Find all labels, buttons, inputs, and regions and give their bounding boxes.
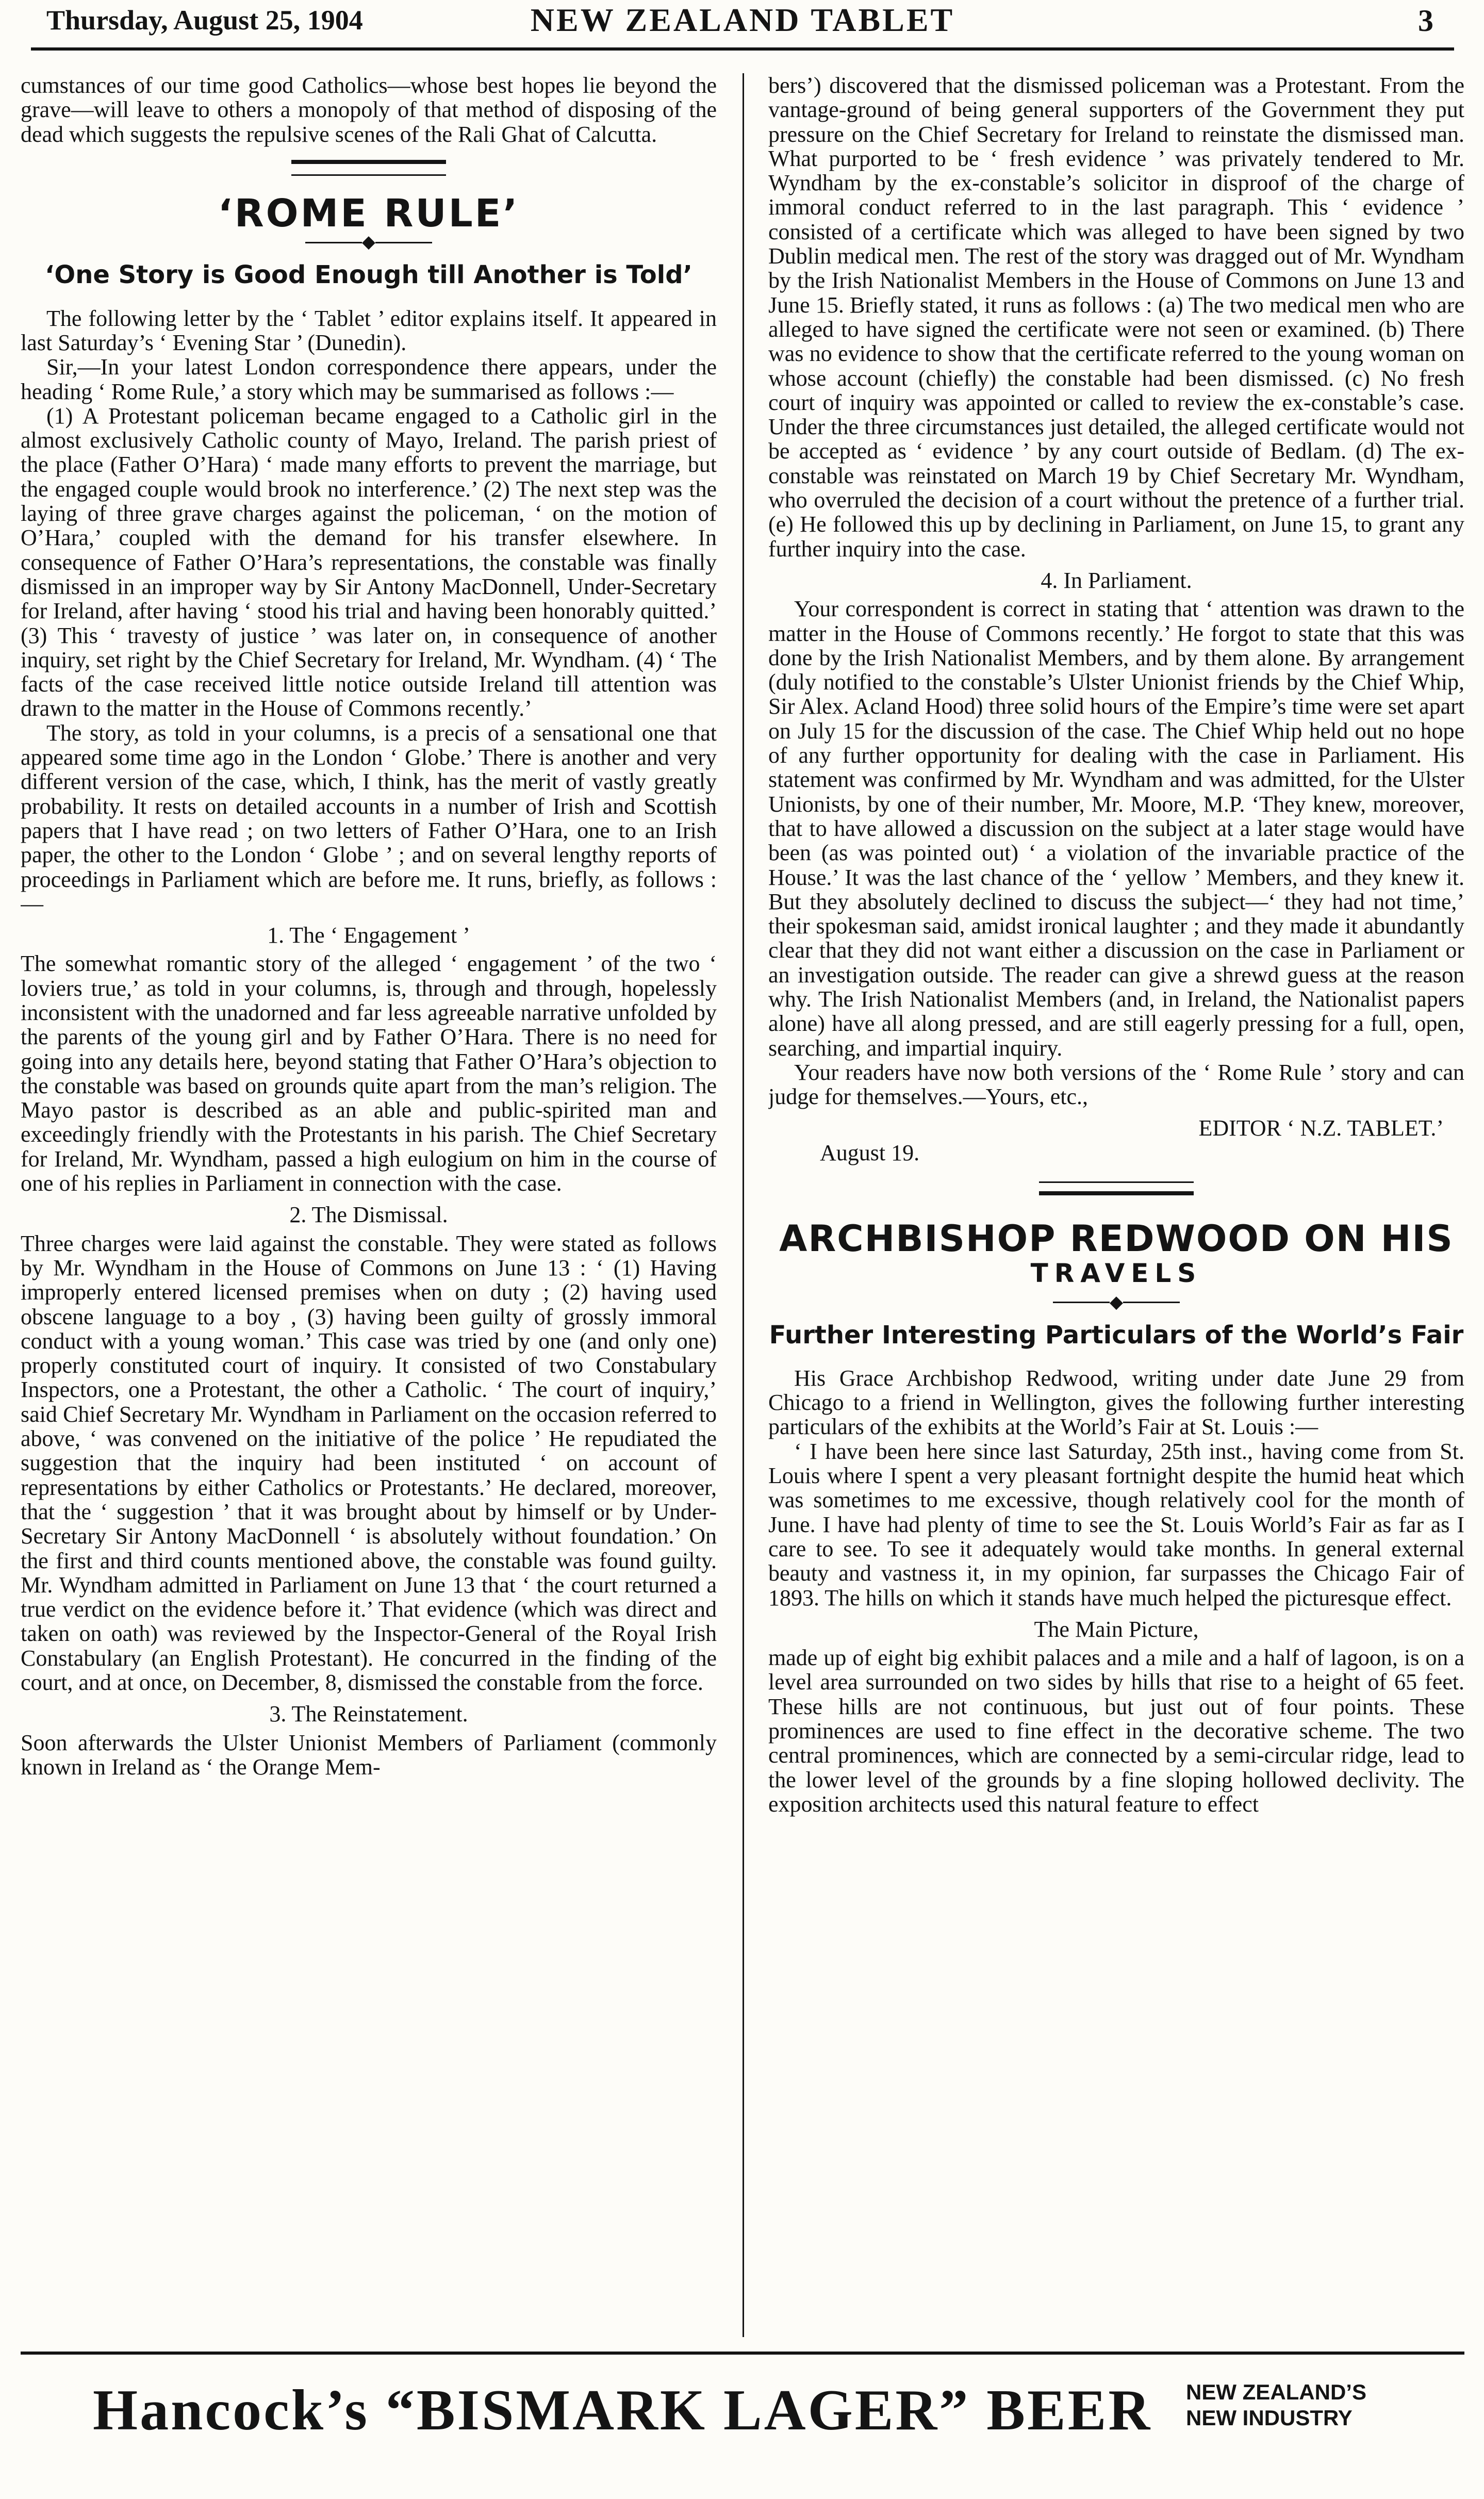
subheading-in-parliament: 4. In Parliament. [1041,567,1192,593]
section-rule [291,160,446,176]
subheading-reinstatement: 3. The Reinstatement. [269,1701,468,1727]
advertisement-tagline [1186,2379,1366,2431]
right-column [768,73,1464,2336]
article-title-travels: TRAVELS [1030,1258,1202,1289]
body-paragraph: Your readers have now both versions of the ‘ Rome Rule ’ story and can judge for themselves.—Yours, etc., [768,1059,1464,1110]
article-title-archbishop: ARCHBISHOP REDWOOD ON HIS [779,1218,1454,1260]
body-paragraph: Three charges were laid against the constable. They were stated as follows by Mr. Wyndham in the House of Commons on June 13 : ‘ (1) Having improperly entered licensed premises when on duty ; (2) having used obscene language to a boy , (3) having been guilty of grossly immoral conduct with a young woman.’ This case was tried by one (and only one) properly constituted court of inquiry. It consisted of two Constabulary Inspectors, one a Protestant, the other a Catholic. ‘ The court of inquiry,’ said Chief Secretary Mr. Wyndham in Parliament on the occasion referred to above, ‘ was convened on the initiative of the police ’ He repudiated the suggestion that the inquiry had been instituted ‘ on account of representations by either Catholics or Protestants.’ He declared, moreover, that the ‘ suggestion ’ that it was brought about by himself or by Under-Secretary Sir Antony MacDonnell ‘ is absolutely without foundation.’ On the first and third counts mentioned above, the constable was found guilty. Mr. Wyndham admitted in Parliament on June 13 that ‘ the court returned a true verdict on the evidence before it.’ That evidence (which was direct and taken on oath) was reviewed by the Inspector-General of the Royal Irish Constabulary (an English Protestant). He concurred in the finding of the court, and at once, on December, 8, dismissed the constable from the force. [21,1230,717,1696]
title-ornament: ◆ [21,231,717,253]
body-paragraph: Your correspondent is correct in stating that ‘ attention was drawn to the matter in the House of Commons recently.’ He forgot to state that this was done by the Irish Nationalist Members, and by them alone. By arrangement (duly notified to the constable’s Ulster Unionist friends by the Chief Whip, Sir Alex. Acland Hood) three solid hours of the Empire’s time were set apart on July 15 for the discussion of the case. The Chief Whip held out no hope of any further opportunity for dealing with the case in Parliament. His statement was confirmed by Mr. Wyndham and was admitted, for the Ulster Unionists, by one of their number, Mr. Moore, M.P. ‘They knew, moreover, that to have allowed a discussion on the subject at a later stage would have been (as was pointed out) ‘ a violation of the invariable practice of the House.’ It was the last chance of the ‘ yellow ’ Members, and they knew it. But they absolutely declined to discuss the subject—‘ they had not time,’ their spokesman said, amidst ironical laughter ; and they made it abundantly clear that they did not want either a discussion on the case in Parliament or an investigation outside. The reader can give a shrewd guess at the reason why. The Irish Nationalist Members (and, in Ireland, the Nationalist papers alone) have all along pressed, and are still eagerly pressing for a full, open, searching, and impartial inquiry. [768,596,1464,1061]
editor-signature: EDITOR ‘ N.Z. TABLET.’ [1198,1115,1444,1141]
body-paragraph: His Grace Archbishop Redwood, writing under date June 29 from Chicago to a friend in Wellington, gives the following further interesting particulars of the exhibits at the World’s Fair at St. Louis :— [768,1365,1464,1440]
intro-paragraph: cumstances of our time good Catholics—whose best hopes lie beyond the grave—will leave to others a monopoly of that method of disposing of the dead which suggests the repulsive scenes of the Rali Ghat of Calcutta. [21,73,717,147]
body-paragraph: ‘ I have been here since last Saturday, 25th inst., having come from St. Louis where I spent a very pleasant fortnight despite the humid heat which was sometimes to me excessive, though relatively cool for the month of June. I have had plenty of time to see the St. Louis World’s Fair as far as I care to see. To see it adequately would take months. In general external beauty and vastness it, in my opinion, far surpasses the Chicago Fair of 1893. The hills on which it stands have much helped the picturesque effect. [768,1438,1464,1610]
article-strapline: ‘One Story is Good Enough till Another is Told’ [45,260,692,290]
body-paragraph: The following letter by the ‘ Tablet ’ editor explains itself. It appeared in last Saturday’s ‘ Evening Star ’ (Dunedin). [21,305,717,355]
body-paragraph: made up of eight big exhibit palaces and a mile and a half of lagoon, is on a level area surrounded on two sides by hills that rise to a height of 65 feet. These hills are not continuous, but just out of four points. These prominences are used to fine effect in the decorative scheme. The two central prominences, which are connected by a semi-circular ridge, lead to the lower level of the grounds by a fine sloping hollowed declivity. The exposition architects used this natural feature to effect [768,1645,1464,1817]
body-paragraph: Soon afterwards the Ulster Unionist Members of Parliament (commonly known in Ireland as ‘ the Orange Mem- [21,1730,717,1780]
body-paragraph: The story, as told in your columns, is a precis of a sensational one that appeared some time ago in the London ‘ Globe.’ There is another and very different version of the case, which, I think, has the merit of vastly greatly probability. It rests on detailed accounts in a number of Irish and Scottish papers that I have read ; on two letters of Father O’Hara, one to an Irish paper, the other to the London ‘ Globe ’ ; and on several lengthy reports of proceedings in Parliament which are before me. It runs, briefly, as follows :— [21,720,717,916]
subheading-dismissal: 2. The Dismissal. [289,1202,448,1228]
masthead-date: Thursday, August 25, 1904 [46,5,363,36]
body-paragraph: bers’) discovered that the dismissed policeman was a Protestant. From the vantage-ground of being general supporters of the Government they put pressure on the Chief Secretary for Ireland to reinstate the dismissed man. What purported to be ‘ fresh evidence ’ was privately tendered to Mr. Wyndham by the ex-constable’s solicitor in disproof of the charge of immoral conduct referred to in the last paragraph. This ‘ evidence ’ consisted of a certificate which was alleged to have been signed by two Dublin medical men. The rest of the story was dragged out of Mr. Wyndham by the Irish Nationalist Members in the House of Commons on June 13 and June 15. Briefly stated, it runs as follows : (a) The two medical men who are alleged to have signed the certificate were not seen or examined. (b) There was no evidence to show that the certificate referred to the young woman on whose account (chiefly) the constable had been dismissed. (c) No fresh court of inquiry was appointed or called to review the ex-constable’s case. Under the three circumstances just detailed, the alleged certificate would not be accepted as ‘ evidence ’ by any court outside of Bedlam. (d) The ex-constable was reinstated on March 19 by Chief Secretary Mr. Wyndham, who overruled the decision of a court without the pretence of a further trial. (e) He followed this up by declining in Parliament, on June 15, to grant any further inquiry into the case. [768,73,1464,562]
article-title-rome-rule: ‘ROME RULE’ [218,191,520,236]
beer-advertisement: Hancock’s “BISMARK LAGER” BEER [93,2378,1152,2442]
footer-advertisement [21,2352,1464,2499]
tagline-line-2: NEW INDUSTRY [1186,2406,1353,2430]
tagline-line-1: NEW ZEALAND’S [1186,2380,1366,2404]
letter-date: August 19. [820,1140,920,1165]
body-paragraph: Sir,—In your latest London correspondence there appears, under the heading ‘ Rome Rule,’ a story which may be summarised as follows :— [21,354,717,404]
body-paragraph: (1) A Protestant policeman became engaged to a Catholic girl in the almost exclusively Catholic county of Mayo, Ireland. The parish priest of the place (Father O’Hara) ‘ made many efforts to prevent the marriage, but the engaged couple would brook no interference.’ (2) The next step was the laying of three grave charges against the policeman, ‘ on the motion of O’Hara,’ coupled with the demand for his transfer elsewhere. In consequence of Father O’Hara’s representations, the constable was finally dismissed in an improper way by Sir Antony MacDonnell, Under-Secretary for Ireland, after having ‘ stood his trial and having been honorably quitted.’ (3) This ‘ travesty of justice ’ was later on, in consequence of another inquiry, set right by the Chief Secretary for Ireland, Mr. Wyndham. (4) ‘ The facts of the case received little notice outside Ireland till attention was drawn to the matter in the House of Commons recently.’ [21,403,717,721]
body-paragraph: The somewhat romantic story of the alleged ‘ engagement ’ of the two ‘ loviers true,’ as told in your columns, is, through and through, hopelessly inconsistent with the unadorned and far less agreeable narrative unfolded by the parents of the young girl and by Father O’Hara. There is no need for going into any details here, beyond stating that Father O’Hara’s objection to the constable was based on grounds quite apart from the man’s religion. The Mayo pastor is described as an able and public-spirited man and exceedingly friendly with the Protestants in his parish. The Chief Secretary for Ireland, Mr. Wyndham, passed a high eulogium on him in the course of one of his replies in Parliament in connection with the case. [21,951,717,1196]
article-strapline: Further Interesting Particulars of the World’s Fair [769,1320,1464,1350]
subheading-engagement: 1. The ‘ Engagement ’ [267,923,470,948]
column-divider [743,73,744,2337]
left-column [21,73,717,2336]
masthead-title: NEW ZEALAND TABLET [530,2,955,38]
page-number: 3 [1418,4,1433,38]
masthead [31,0,1454,51]
title-ornament: ◆ [768,1291,1464,1312]
section-rule [1039,1181,1194,1195]
subheading-main-picture: The Main Picture, [1034,1616,1199,1642]
